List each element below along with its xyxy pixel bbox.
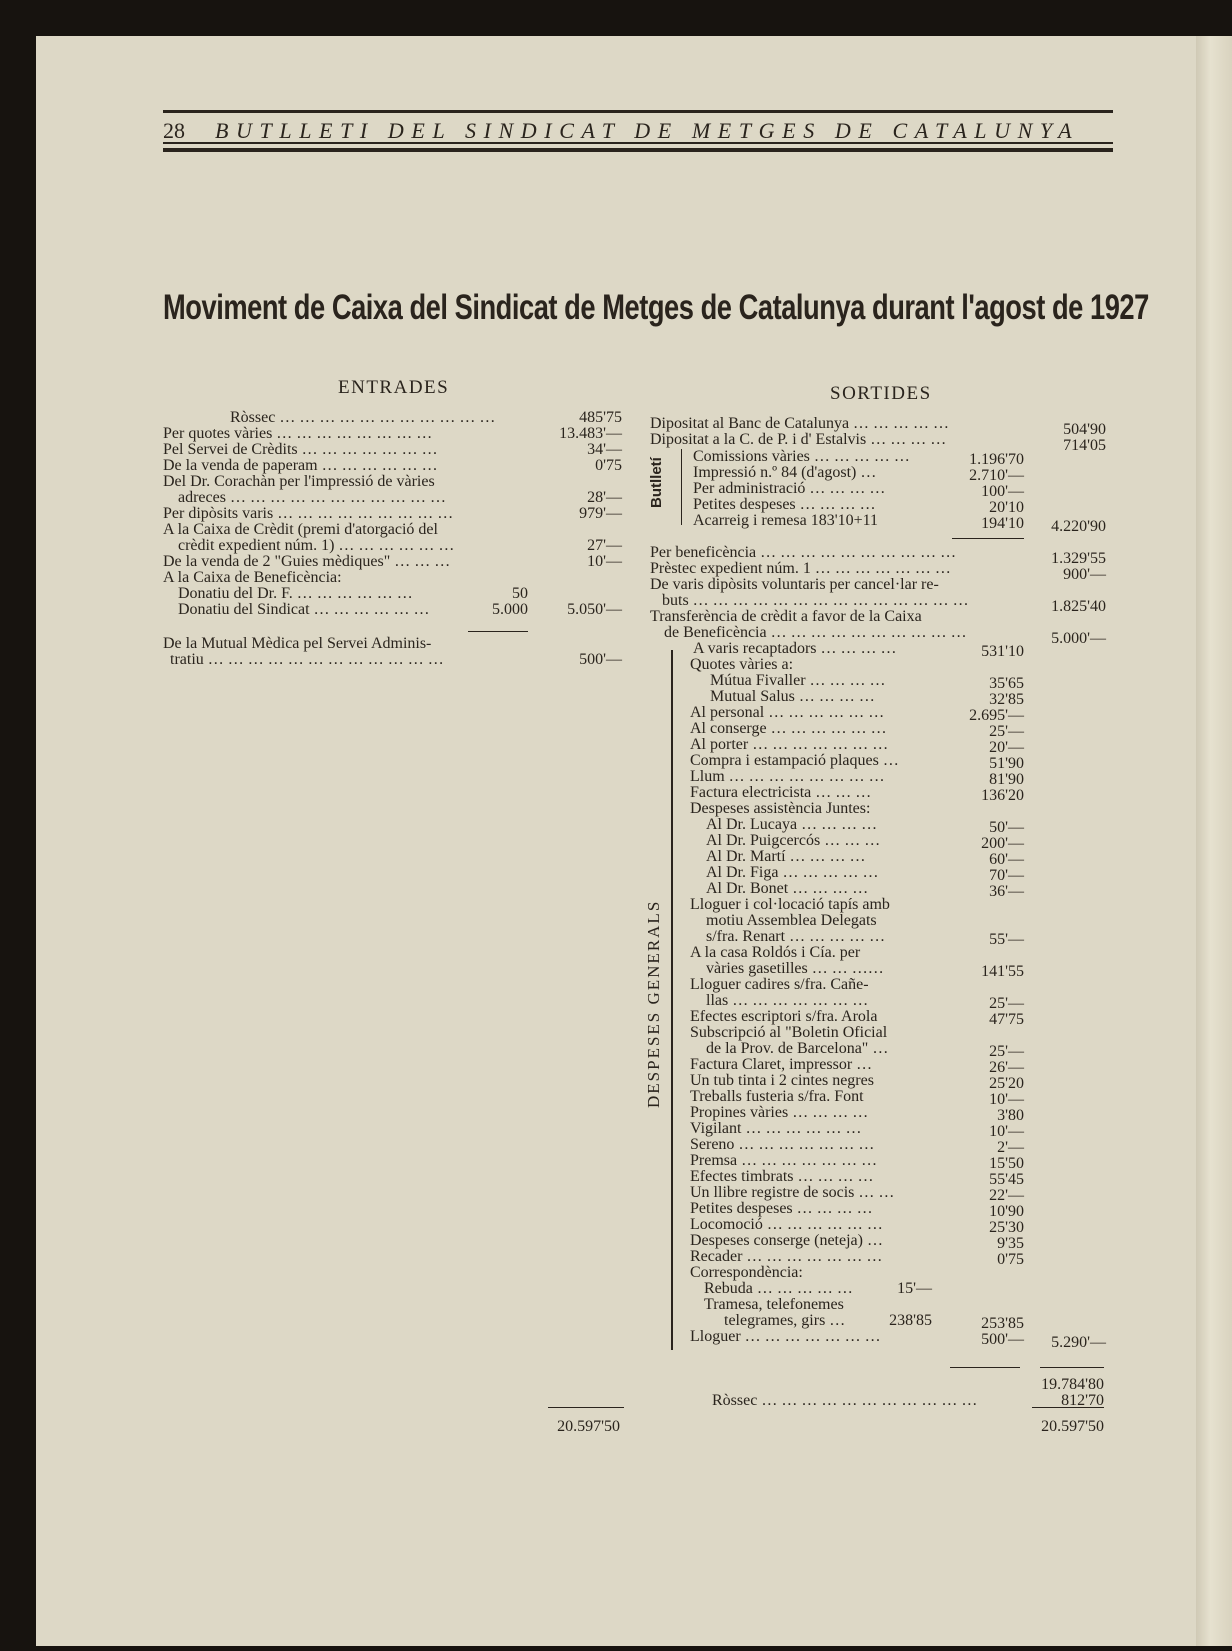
sortides-line-text: motiu Assemblea Delegats bbox=[706, 913, 877, 929]
sortides-line-total: 1.825'40 bbox=[1051, 598, 1106, 615]
sortides-line-text: Al Dr. Puigcercós … … … bbox=[706, 833, 881, 849]
sortides-line-text: Sereno … … … … … … … bbox=[690, 1137, 875, 1153]
sortides-line-total: 504'90 bbox=[1063, 421, 1106, 438]
sortides-line-text: De varis dipòsits voluntaris per cancel·lar re- bbox=[650, 577, 939, 593]
entrades-total-rule bbox=[548, 1407, 624, 1408]
sortides-line-subamount: 55'45 bbox=[989, 1171, 1024, 1188]
sortides-line-subamount: 15'50 bbox=[989, 1155, 1024, 1172]
sortides-line-subamount: 2.710'— bbox=[969, 467, 1024, 484]
sortides-line-text: s/fra. Renart … … … … … bbox=[706, 929, 886, 945]
page-number: 28 bbox=[163, 118, 185, 143]
entrades-total: 20.597'50 bbox=[557, 1418, 620, 1435]
entrades-line-text: Per quotes vàries … … … … … … … … bbox=[163, 426, 433, 442]
sortides-line-subamount: 51'90 bbox=[989, 755, 1024, 772]
sortides-total: 20.597'50 bbox=[1041, 1418, 1104, 1435]
entrades-line-amount: 5.050'— bbox=[567, 601, 622, 618]
sortides-line-text: Despeses assistència Juntes: bbox=[690, 801, 871, 817]
entrades-line-text: A la Caixa de Crèdit (premi d'atorgació del bbox=[163, 522, 438, 538]
sortides-line-subamount: 500'— bbox=[981, 1331, 1024, 1348]
sortides-line-text: telegrames, girs … bbox=[724, 1313, 846, 1329]
despeses-generals-label: DESPESES GENERALS bbox=[644, 899, 663, 1108]
sortides-line-text: Al personal … … … … … … bbox=[690, 705, 885, 721]
sortides-line-subamount: 55'— bbox=[989, 931, 1024, 948]
sortides-line-text: Al porter … … … … … … … bbox=[690, 737, 889, 753]
sortides-line-text: Petites despeses … … … … bbox=[690, 1201, 873, 1217]
sortides-line-text: llas … … … … … … … bbox=[706, 993, 869, 1009]
sortides-line-subamount: 50'— bbox=[989, 819, 1024, 836]
sortides-line-subamount: 136'20 bbox=[981, 787, 1024, 804]
sortides-line-text: Dipositat al Banc de Catalunya … … … … … bbox=[650, 416, 950, 432]
entrades-line-text: crèdit expedient núm. 1) … … … … … … bbox=[178, 538, 455, 554]
sortides-line-text: Un llibre registre de socis … … bbox=[690, 1185, 895, 1201]
sortides-line-subamount: 3'80 bbox=[997, 1107, 1024, 1124]
sortides-line-subamount: 10'90 bbox=[989, 1203, 1024, 1220]
sortides-sub-rule bbox=[950, 1367, 1020, 1368]
entrades-line-text: Pel Servei de Crèdits … … … … … … … bbox=[163, 442, 438, 458]
entrades-line-amount: 485'75 bbox=[579, 409, 622, 426]
sortides-line-total: 5.000'— bbox=[1051, 630, 1106, 647]
sortides-line-text: Correspondència: bbox=[690, 1265, 803, 1281]
entrades-line-text: Donatiu del Dr. F. … … … … … … bbox=[178, 586, 413, 602]
sortides-line-total: 900'— bbox=[1063, 566, 1106, 583]
sortides-line-text: Tramesa, telefonemes bbox=[704, 1297, 844, 1313]
butlleti-bracket bbox=[681, 449, 682, 525]
entrades-line-subamount: 5.000 bbox=[492, 601, 528, 618]
sortides-line-text: Compra i estampació plaques … bbox=[690, 753, 899, 769]
sortides-line-subamount: 194'10 bbox=[981, 515, 1024, 532]
sortides-line-text: Quotes vàries a: bbox=[690, 657, 794, 673]
entrades-line-text: adreces … … … … … … … … … … … bbox=[178, 490, 446, 506]
sortides-line-text: Premsa … … … … … … … bbox=[690, 1153, 878, 1169]
sortides-line-text: Propines vàries … … … … bbox=[690, 1105, 869, 1121]
entrades-line-text: Per dipòsits varis … … … … … … … … … bbox=[163, 506, 454, 522]
entrades-line-amount: 979'— bbox=[579, 505, 622, 522]
sortides-line-total: 1.329'55 bbox=[1051, 550, 1106, 567]
entrades-line-amount: 10'— bbox=[587, 553, 622, 570]
sortides-line-text: de Beneficència … … … … … … … … … … bbox=[664, 625, 967, 641]
entrades-line-amount: 13.483'— bbox=[559, 425, 622, 442]
sortides-line-subamount: 200'— bbox=[981, 835, 1024, 852]
entrades-line-text: tratiu … … … … … … … … … … … … bbox=[170, 652, 444, 668]
butlleti-sub-rule bbox=[952, 538, 1024, 539]
sortides-line-text: Per administració … … … … bbox=[693, 481, 886, 497]
sortides-line-subamount: 70'— bbox=[989, 867, 1024, 884]
sortides-line-text: A varis recaptadors … … … … bbox=[693, 641, 897, 657]
sortides-line-text: Factura electricista … … … bbox=[690, 785, 872, 801]
entrades-line-amount: 28'— bbox=[587, 489, 622, 506]
sortides-line-text: Efectes escriptori s/fra. Arola bbox=[690, 1009, 878, 1025]
sortides-line-text: Acarreig i remesa 183'10+11 bbox=[693, 513, 879, 529]
sortides-line-subamount: 10'— bbox=[989, 1123, 1024, 1140]
entrades-line-text: Del Dr. Corachàn per l'impressió de vàries bbox=[163, 474, 435, 490]
sortides-line-total: 714'05 bbox=[1063, 437, 1106, 454]
sortides-line-text: Al Dr. Bonet … … … … bbox=[706, 881, 869, 897]
entrades-line-amount: 500'— bbox=[579, 651, 622, 668]
sortides-line-text: Lloguer i col·locació tapís amb bbox=[690, 897, 890, 913]
sortides-line-subamount: 100'— bbox=[981, 483, 1024, 500]
entrades-line-subamount: 50 bbox=[512, 585, 528, 602]
entrades-line-text: Ròssec … … … … … … … … … … … bbox=[230, 410, 496, 426]
sortides-line-subamount: 25'— bbox=[989, 995, 1024, 1012]
sortides-line-text: Efectes timbrats … … … … bbox=[690, 1169, 874, 1185]
sortides-line-subamount: 26'— bbox=[989, 1059, 1024, 1076]
sortides-line-subamount: 81'90 bbox=[989, 771, 1024, 788]
sortides-subtotal: 19.784'80 bbox=[1041, 1376, 1104, 1393]
entrades-line-text: De la venda de paperam … … … … … … bbox=[163, 458, 438, 474]
sortides-line-subamount: 2'— bbox=[997, 1139, 1024, 1156]
entrades-line-amount: 27'— bbox=[587, 537, 622, 554]
sortides-line-subamount: 1.196'70 bbox=[969, 451, 1024, 468]
butlleti-label: Butlletí bbox=[648, 457, 665, 508]
page-title: Moviment de Caixa del Sindicat de Metges de Catalunya durant l'agost de 1927 bbox=[163, 288, 1149, 327]
sortides-line-subamount: 2.695'— bbox=[969, 707, 1024, 724]
book-spine bbox=[1196, 36, 1232, 1646]
sortides-line-text: Prèstec expedient núm. 1 … … … … … … … bbox=[650, 561, 951, 577]
sortides-line-text: Lloguer … … … … … … … bbox=[690, 1329, 881, 1345]
sortides-line-text: Al Dr. Martí … … … … bbox=[706, 849, 866, 865]
sortides-line-subamount: 141'55 bbox=[981, 963, 1024, 980]
sortides-line-text: Comissions vàries … … … … … bbox=[693, 449, 910, 465]
sortides-line-text: Un tub tinta i 2 cintes negres bbox=[690, 1073, 874, 1089]
sortides-line-text: Treballs fusteria s/fra. Font bbox=[690, 1089, 864, 1105]
sortides-line-subamount: 20'— bbox=[989, 739, 1024, 756]
sortides-line-text: Llum … … … … … … … … bbox=[690, 769, 885, 785]
sortides-line-subamount: 47'75 bbox=[989, 1011, 1024, 1028]
sortides-line-subamount: 32'85 bbox=[989, 691, 1024, 708]
sortides-line-total: 4.220'90 bbox=[1051, 518, 1106, 535]
rossec-amount: 812'70 bbox=[1061, 1392, 1104, 1409]
sortides-line-subamount: 531'10 bbox=[981, 643, 1024, 660]
rossec-label: Ròssec … … … … … … … … … … … bbox=[712, 1393, 978, 1409]
entrades-sub-rule bbox=[468, 631, 528, 632]
sortides-line-text: Al Dr. Figa … … … … … bbox=[706, 865, 879, 881]
sortides-line-text: buts … … … … … … … … … … … … … … bbox=[662, 593, 969, 609]
entrades-line-amount: 34'— bbox=[587, 441, 622, 458]
entrades-line-text: Donatiu del Sindicat … … … … … … bbox=[178, 602, 430, 618]
sortides-line-text: Factura Claret, impressor … bbox=[690, 1057, 873, 1073]
sortides-line-text: Recader … … … … … … … bbox=[690, 1249, 883, 1265]
sortides-line-subamount: 25'20 bbox=[989, 1075, 1024, 1092]
entrades-line-amount: 0'75 bbox=[595, 457, 622, 474]
entrades-heading: ENTRADES bbox=[338, 377, 450, 398]
sortides-line-subamount: 22'— bbox=[989, 1187, 1024, 1204]
sortides-line-text: Subscripció al "Boletin Oficial bbox=[690, 1025, 888, 1041]
sortides-line-text: Mutual Salus … … … … bbox=[710, 689, 875, 705]
sortides-line-text: Lloguer cadires s/fra. Cañe- bbox=[690, 977, 869, 993]
sortides-line-subamount: 25'— bbox=[989, 723, 1024, 740]
sortides-line-text: Per beneficència … … … … … … … … … … bbox=[650, 545, 957, 561]
entrades-line-text: A la Caixa de Beneficència: bbox=[163, 570, 342, 586]
sortides-line-subamount: 10'— bbox=[989, 1091, 1024, 1108]
header-rule-bottom bbox=[163, 148, 1113, 152]
sortides-line-text: Rebuda … … … … … bbox=[704, 1281, 853, 1297]
sortides-line-subamount: 9'35 bbox=[997, 1235, 1024, 1252]
sortides-line-text: Locomoció … … … … … … bbox=[690, 1217, 883, 1233]
despeses-generals-bracket bbox=[671, 650, 673, 1350]
sortides-line-text: Transferència de crèdit a favor de la Caixa bbox=[650, 609, 922, 625]
sortides-line-subamount: 36'— bbox=[989, 883, 1024, 900]
running-title: BUTLLETI DEL SINDICAT DE METGES DE CATALUNYA bbox=[215, 118, 1080, 143]
sortides-line-inner: 15'— bbox=[897, 1280, 932, 1297]
sortides-line-subamount: 35'65 bbox=[989, 675, 1024, 692]
sortides-line-subamount: 60'— bbox=[989, 851, 1024, 868]
sortides-total-rule bbox=[1040, 1367, 1104, 1368]
running-header bbox=[163, 112, 1113, 144]
sortides-line-subamount: 25'30 bbox=[989, 1219, 1024, 1236]
sortides-line-text: vàries gasetilles … … …… bbox=[706, 961, 884, 977]
sortides-line-text: Petites despeses … … … … bbox=[693, 497, 876, 513]
entrades-line-text: De la Mutual Mèdica pel Servei Adminis- bbox=[163, 636, 432, 652]
sortides-line-inner: 238'85 bbox=[889, 1312, 932, 1329]
entrades-line-text: De la venda de 2 "Guies mèdiques" … … … bbox=[163, 554, 451, 570]
sortides-heading: SORTIDES bbox=[830, 383, 932, 404]
sortides-line-text: Mútua Fivaller … … … … bbox=[710, 673, 886, 689]
sortides-line-text: Al conserge … … … … … … bbox=[690, 721, 887, 737]
sortides-line-text: de la Prov. de Barcelona" … bbox=[706, 1041, 889, 1057]
sortides-line-text: A la casa Roldós i Cía. per bbox=[690, 945, 861, 961]
sortides-line-text: Al Dr. Lucaya … … … … bbox=[706, 817, 878, 833]
sortides-line-text: Vigilant … … … … … … bbox=[690, 1121, 862, 1137]
sortides-line-total: 5.290'— bbox=[1051, 1334, 1106, 1351]
sortides-line-subamount: 253'85 bbox=[981, 1315, 1024, 1332]
sortides-line-subamount: 20'10 bbox=[989, 499, 1024, 516]
sortides-line-subamount: 0'75 bbox=[997, 1251, 1024, 1268]
sortides-line-subamount: 25'— bbox=[989, 1043, 1024, 1060]
sortides-line-text: Dipositat a la C. de P. i d' Estalvis … … … … bbox=[650, 432, 947, 448]
sortides-line-text: Impressió n.º 84 (d'agost) … bbox=[693, 465, 877, 481]
sortides-line-text: Despeses conserge (neteja) … bbox=[690, 1233, 883, 1249]
